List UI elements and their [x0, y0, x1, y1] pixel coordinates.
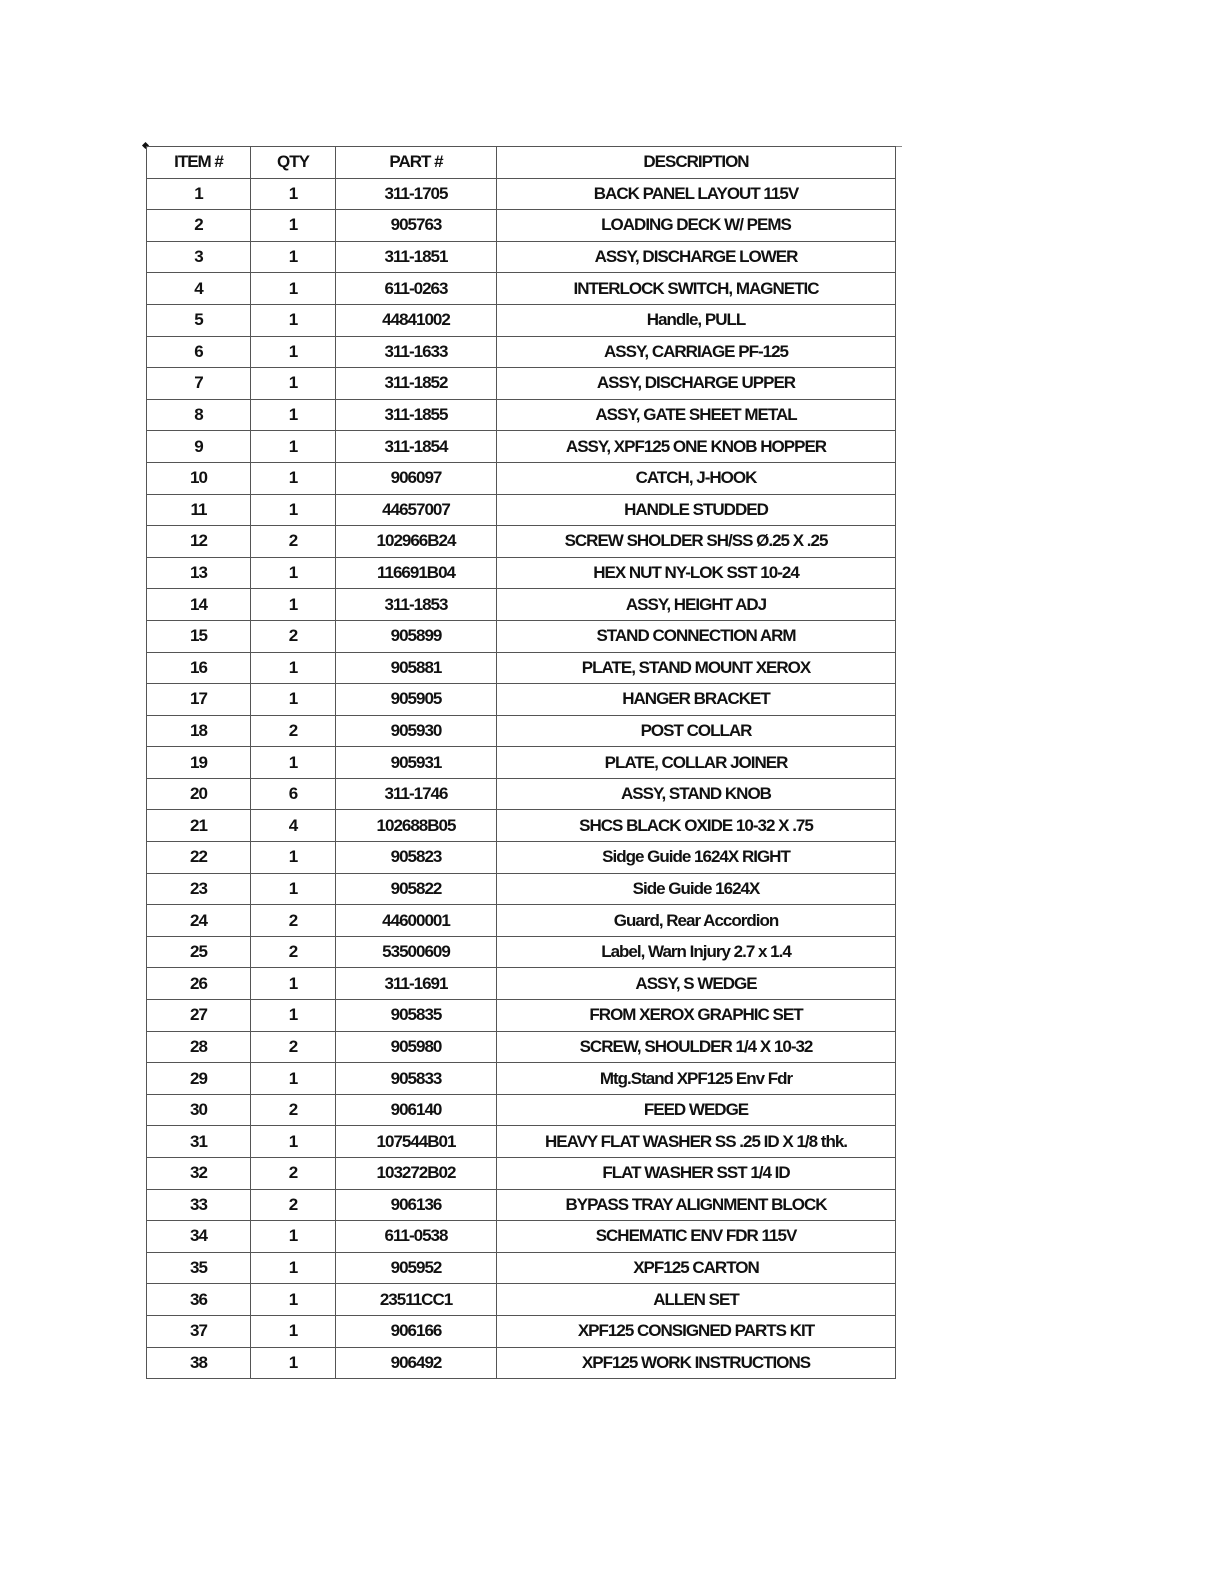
cell-description: CATCH, J-HOOK — [497, 462, 896, 494]
cell-item: 8 — [147, 399, 251, 431]
table-row — [147, 336, 896, 368]
cell-part: 53500609 — [336, 936, 497, 968]
cell-part: 906136 — [336, 1189, 497, 1221]
cell-item: 32 — [147, 1158, 251, 1190]
cell-item: 13 — [147, 557, 251, 589]
table-row — [147, 936, 896, 968]
cell-part: 906097 — [336, 462, 497, 494]
cell-qty: 1 — [251, 368, 336, 400]
cell-part: 905980 — [336, 1031, 497, 1063]
table-row — [147, 399, 896, 431]
cell-item: 21 — [147, 810, 251, 842]
cell-item: 11 — [147, 494, 251, 526]
cell-description: LOADING DECK W/ PEMS — [497, 210, 896, 242]
cell-item: 38 — [147, 1347, 251, 1379]
cell-description: SCHEMATIC ENV FDR 115V — [497, 1221, 896, 1253]
table-row — [147, 652, 896, 684]
table-row — [147, 1347, 896, 1379]
cell-qty: 1 — [251, 431, 336, 463]
table-row — [147, 462, 896, 494]
cell-description: HANGER BRACKET — [497, 684, 896, 716]
cell-item: 14 — [147, 589, 251, 621]
cell-item: 33 — [147, 1189, 251, 1221]
table-row — [147, 1094, 896, 1126]
table-row — [147, 968, 896, 1000]
table-row — [147, 810, 896, 842]
cell-description: POST COLLAR — [497, 715, 896, 747]
cell-qty: 2 — [251, 1094, 336, 1126]
cell-item: 5 — [147, 304, 251, 336]
table-row — [147, 1031, 896, 1063]
cell-part: 905763 — [336, 210, 497, 242]
cell-qty: 1 — [251, 494, 336, 526]
cell-item: 36 — [147, 1284, 251, 1316]
cell-part: 905952 — [336, 1252, 497, 1284]
cell-description: XPF125 CONSIGNED PARTS KIT — [497, 1315, 896, 1347]
cell-item: 23 — [147, 873, 251, 905]
table-row — [147, 431, 896, 463]
cell-description: HEX NUT NY-LOK SST 10-24 — [497, 557, 896, 589]
cell-part: 905931 — [336, 747, 497, 779]
cell-part: 116691B04 — [336, 557, 497, 589]
cell-item: 27 — [147, 1000, 251, 1032]
cell-description: ASSY, CARRIAGE PF-125 — [497, 336, 896, 368]
table-row — [147, 1252, 896, 1284]
cell-item: 9 — [147, 431, 251, 463]
cell-qty: 1 — [251, 210, 336, 242]
cell-item: 31 — [147, 1126, 251, 1158]
table-row — [147, 241, 896, 273]
cell-description: ASSY, DISCHARGE UPPER — [497, 368, 896, 400]
cell-item: 1 — [147, 178, 251, 210]
cell-description: Side Guide 1624X — [497, 873, 896, 905]
table-row — [147, 620, 896, 652]
cell-part: 905822 — [336, 873, 497, 905]
cell-item: 18 — [147, 715, 251, 747]
cell-qty: 1 — [251, 1252, 336, 1284]
cell-item: 7 — [147, 368, 251, 400]
cell-item: 15 — [147, 620, 251, 652]
cell-part: 905899 — [336, 620, 497, 652]
cell-item: 12 — [147, 526, 251, 558]
cell-description: PLATE, COLLAR JOINER — [497, 747, 896, 779]
cell-description: ASSY, HEIGHT ADJ — [497, 589, 896, 621]
cell-qty: 2 — [251, 715, 336, 747]
cell-part: 311-1854 — [336, 431, 497, 463]
cell-part: 611-0538 — [336, 1221, 497, 1253]
cell-qty: 1 — [251, 241, 336, 273]
table-row — [147, 1315, 896, 1347]
cell-item: 24 — [147, 905, 251, 937]
cell-description: PLATE, STAND MOUNT XEROX — [497, 652, 896, 684]
cell-part: 906166 — [336, 1315, 497, 1347]
cell-item: 17 — [147, 684, 251, 716]
table-row — [147, 368, 896, 400]
cell-description: BACK PANEL LAYOUT 115V — [497, 178, 896, 210]
cell-item: 35 — [147, 1252, 251, 1284]
cell-item: 3 — [147, 241, 251, 273]
cell-qty: 6 — [251, 778, 336, 810]
cell-description: FLAT WASHER SST 1/4 ID — [497, 1158, 896, 1190]
cell-part: 311-1851 — [336, 241, 497, 273]
table-header-row — [147, 147, 896, 179]
cell-part: 611-0263 — [336, 273, 497, 305]
table-row — [147, 778, 896, 810]
cell-part: 311-1705 — [336, 178, 497, 210]
header-item: ITEM # — [147, 147, 251, 179]
cell-part: 107544B01 — [336, 1126, 497, 1158]
cell-item: 6 — [147, 336, 251, 368]
cell-item: 16 — [147, 652, 251, 684]
header-qty: QTY — [251, 147, 336, 179]
cell-qty: 2 — [251, 905, 336, 937]
cell-part: 905833 — [336, 1063, 497, 1095]
table-row — [147, 715, 896, 747]
table-row — [147, 210, 896, 242]
cell-qty: 1 — [251, 336, 336, 368]
cell-part: 905930 — [336, 715, 497, 747]
table-row — [147, 526, 896, 558]
cell-description: Label, Warn Injury 2.7 x 1.4 — [497, 936, 896, 968]
cell-qty: 1 — [251, 589, 336, 621]
cell-part: 905835 — [336, 1000, 497, 1032]
cell-part: 44841002 — [336, 304, 497, 336]
cell-description: SHCS BLACK OXIDE 10-32 X .75 — [497, 810, 896, 842]
cell-part: 103272B02 — [336, 1158, 497, 1190]
cell-qty: 2 — [251, 936, 336, 968]
table-row — [147, 273, 896, 305]
cell-part: 23511CC1 — [336, 1284, 497, 1316]
table-row — [147, 1000, 896, 1032]
cell-item: 28 — [147, 1031, 251, 1063]
cell-qty: 1 — [251, 1347, 336, 1379]
cell-description: INTERLOCK SWITCH, MAGNETIC — [497, 273, 896, 305]
cell-qty: 1 — [251, 557, 336, 589]
table-row — [147, 1189, 896, 1221]
header-description: DESCRIPTION — [497, 147, 896, 179]
cell-description: ASSY, XPF125 ONE KNOB HOPPER — [497, 431, 896, 463]
cell-part: 311-1852 — [336, 368, 497, 400]
table-row — [147, 1063, 896, 1095]
table-row — [147, 747, 896, 779]
parts-list-table — [146, 146, 896, 1379]
cell-qty: 1 — [251, 873, 336, 905]
cell-description: Sidge Guide 1624X RIGHT — [497, 842, 896, 874]
table-row — [147, 1126, 896, 1158]
cell-description: ASSY, STAND KNOB — [497, 778, 896, 810]
cell-part: 311-1746 — [336, 778, 497, 810]
table-row — [147, 589, 896, 621]
cell-qty: 1 — [251, 1000, 336, 1032]
cell-part: 905823 — [336, 842, 497, 874]
cell-part: 44600001 — [336, 905, 497, 937]
cell-part: 102688B05 — [336, 810, 497, 842]
cell-part: 311-1691 — [336, 968, 497, 1000]
cell-qty: 2 — [251, 1158, 336, 1190]
cell-item: 25 — [147, 936, 251, 968]
cell-item: 37 — [147, 1315, 251, 1347]
cell-description: SCREW SHOLDER SH/SS Ø.25 X .25 — [497, 526, 896, 558]
cell-item: 2 — [147, 210, 251, 242]
cell-item: 20 — [147, 778, 251, 810]
table-row — [147, 1284, 896, 1316]
table-row — [147, 557, 896, 589]
cell-item: 19 — [147, 747, 251, 779]
cell-qty: 1 — [251, 1221, 336, 1253]
cell-qty: 1 — [251, 178, 336, 210]
cell-qty: 2 — [251, 620, 336, 652]
cell-description: BYPASS TRAY ALIGNMENT BLOCK — [497, 1189, 896, 1221]
cell-qty: 1 — [251, 1315, 336, 1347]
cell-qty: 2 — [251, 1189, 336, 1221]
cell-description: HEAVY FLAT WASHER SS .25 ID X 1/8 thk. — [497, 1126, 896, 1158]
table-row — [147, 1221, 896, 1253]
cell-description: Guard, Rear Accordion — [497, 905, 896, 937]
cell-item: 26 — [147, 968, 251, 1000]
cell-item: 4 — [147, 273, 251, 305]
cell-description: Mtg.Stand XPF125 Env Fdr — [497, 1063, 896, 1095]
cell-part: 44657007 — [336, 494, 497, 526]
cell-item: 34 — [147, 1221, 251, 1253]
cell-qty: 1 — [251, 1063, 336, 1095]
cell-part: 906492 — [336, 1347, 497, 1379]
cell-item: 10 — [147, 462, 251, 494]
cell-qty: 1 — [251, 462, 336, 494]
table-row — [147, 304, 896, 336]
table-row — [147, 178, 896, 210]
cell-part: 905905 — [336, 684, 497, 716]
cell-qty: 1 — [251, 747, 336, 779]
table-row — [147, 494, 896, 526]
cell-description: ASSY, S WEDGE — [497, 968, 896, 1000]
cell-description: ASSY, GATE SHEET METAL — [497, 399, 896, 431]
cell-qty: 2 — [251, 526, 336, 558]
table-row — [147, 905, 896, 937]
cell-item: 29 — [147, 1063, 251, 1095]
cell-description: FEED WEDGE — [497, 1094, 896, 1126]
cell-description: Handle, PULL — [497, 304, 896, 336]
table-row — [147, 873, 896, 905]
cell-part: 311-1855 — [336, 399, 497, 431]
cell-qty: 1 — [251, 652, 336, 684]
cell-qty: 1 — [251, 684, 336, 716]
table-row — [147, 842, 896, 874]
cell-qty: 1 — [251, 399, 336, 431]
table-row — [147, 1158, 896, 1190]
table-row — [147, 684, 896, 716]
cell-description: XPF125 WORK INSTRUCTIONS — [497, 1347, 896, 1379]
cell-part: 102966B24 — [336, 526, 497, 558]
cell-qty: 1 — [251, 1126, 336, 1158]
cell-part: 311-1633 — [336, 336, 497, 368]
cell-description: HANDLE STUDDED — [497, 494, 896, 526]
cell-description: ALLEN SET — [497, 1284, 896, 1316]
cell-part: 906140 — [336, 1094, 497, 1126]
cell-description: ASSY, DISCHARGE LOWER — [497, 241, 896, 273]
cell-part: 905881 — [336, 652, 497, 684]
cell-description: STAND CONNECTION ARM — [497, 620, 896, 652]
cell-qty: 1 — [251, 1284, 336, 1316]
header-part: PART # — [336, 147, 497, 179]
cell-qty: 1 — [251, 273, 336, 305]
cell-item: 30 — [147, 1094, 251, 1126]
cell-description: SCREW, SHOULDER 1/4 X 10-32 — [497, 1031, 896, 1063]
cell-qty: 1 — [251, 304, 336, 336]
table-body — [147, 178, 896, 1379]
cell-description: XPF125 CARTON — [497, 1252, 896, 1284]
cell-qty: 2 — [251, 1031, 336, 1063]
cell-qty: 1 — [251, 842, 336, 874]
cell-qty: 4 — [251, 810, 336, 842]
cell-qty: 1 — [251, 968, 336, 1000]
cell-part: 311-1853 — [336, 589, 497, 621]
cell-description: FROM XEROX GRAPHIC SET — [497, 1000, 896, 1032]
cell-item: 22 — [147, 842, 251, 874]
